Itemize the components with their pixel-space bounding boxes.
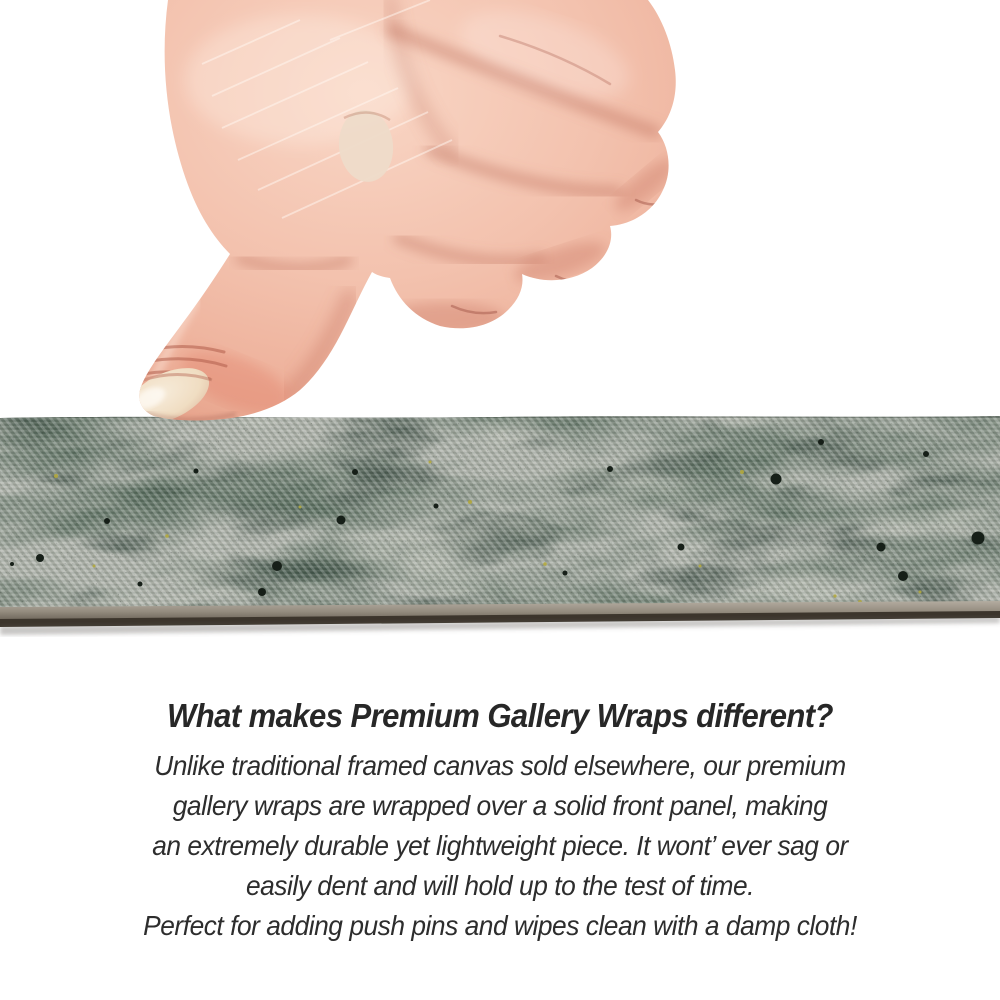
caption-line-3: an extremely durable yet lightweight piece. It wont’ ever sag or	[152, 830, 848, 861]
canvas-edge-strip	[0, 414, 1000, 654]
caption-line-2: gallery wraps are wrapped over a solid front panel, making	[172, 790, 828, 821]
caption-line-5: Perfect for adding push pins and wipes clean with a damp cloth!	[143, 910, 857, 941]
caption-title: What makes Premium Gallery Wraps different?	[167, 697, 833, 734]
caption-line-4: easily dent and will hold up to the test of time.	[245, 870, 755, 901]
caption-line-1: Unlike traditional framed canvas sold elsewhere, our premium	[154, 750, 846, 781]
caption-block	[30, 694, 970, 946]
canvas-grain	[0, 414, 1000, 614]
hand-photo	[0, 0, 700, 440]
canvas-texture	[0, 414, 1000, 614]
